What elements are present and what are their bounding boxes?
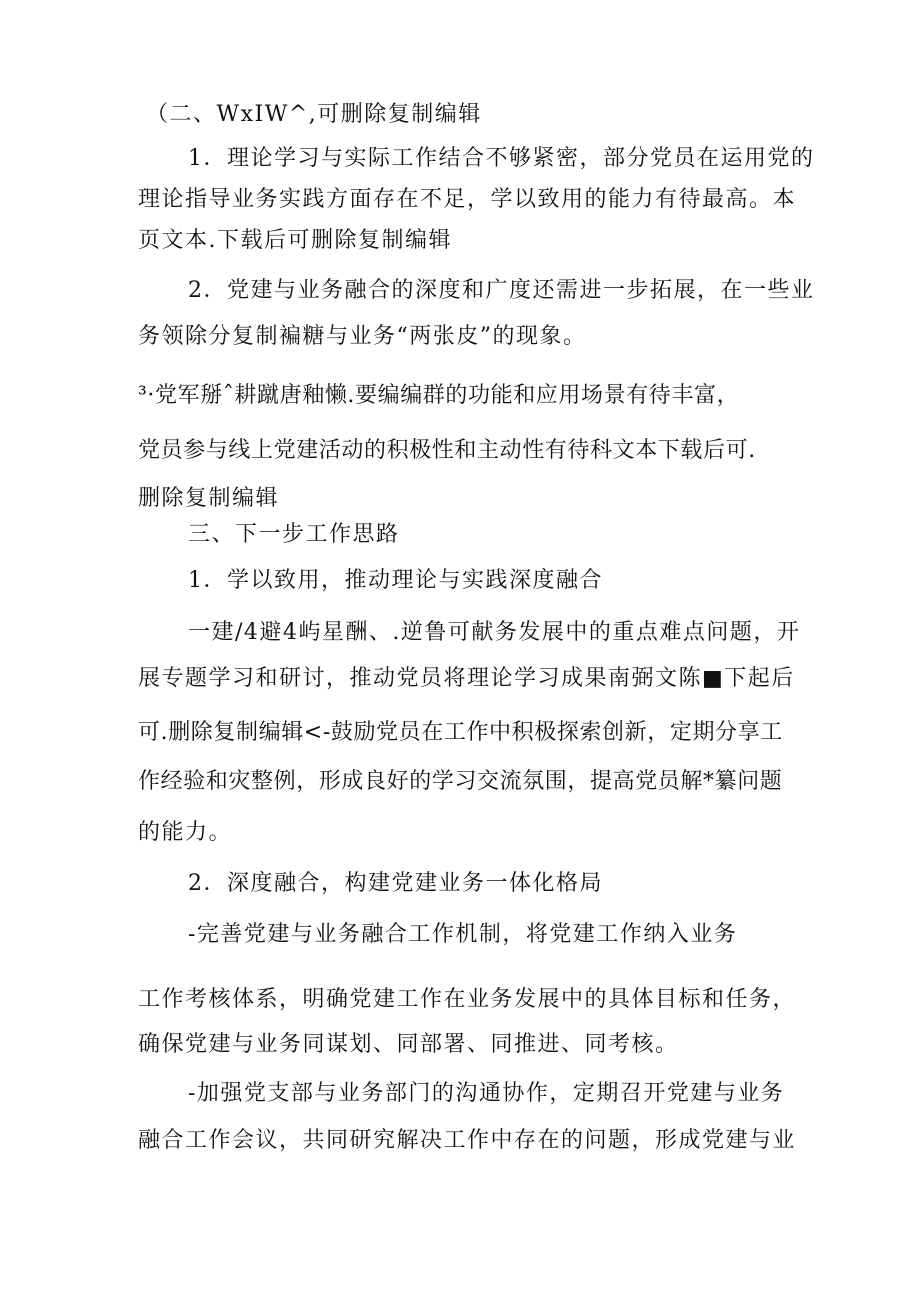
paragraph-4-line-2: 展专题学习和研讨，推动党员将理论学习成果南弼文陈■下起后 [138, 666, 795, 691]
paragraph-2-line-2: 务领除分复制褊糖与业务“两张皮”的现象。 [138, 324, 587, 349]
paragraph-6-line-2: 融合工作会议，共同研究解决工作中存在的问题，形成党建与业 [138, 1128, 797, 1153]
paragraph-1-line-3: 页文本.下载后可删除复制编辑 [138, 228, 452, 253]
section-heading-3: 三、下一步工作思路 [188, 522, 400, 547]
paragraph-3-line-2: 党员参与线上党建活动的积极性和主动性有待科文本下载后可. [138, 438, 756, 463]
paragraph-5-line-1: -完善党建与业务融合工作机制，将党建工作纳入业务 [188, 922, 738, 947]
paragraph-2-line-1: 2．党建与业务融合的深度和广度还需进一步拓展，在一些业 [188, 278, 815, 303]
paragraph-4-line-4: 作经验和灾整例，形成良好的学习交流氛围，提高党员解*纂问题 [138, 769, 783, 794]
paragraph-4-line-1: 一建/4避4屿星酬、.逆鲁可献务发展中的重点难点问题，开 [188, 620, 801, 645]
paragraph-4-line-3: 可.删除复制编辑<-鼓励党员在工作中积极探索创新，定期分享工 [138, 720, 783, 745]
paragraph-3-line-3: 删除复制编辑 [138, 486, 280, 511]
paragraph-4-line-5: 的能力。 [138, 820, 233, 845]
paragraph-1-line-1: 1．理论学习与实际工作结合不够紧密，部分党员在运用党的 [188, 146, 815, 171]
paragraph-1-line-2: 理论指导业务实践方面存在不足，学以致用的能力有待最高。本 [138, 187, 797, 212]
paragraph-5-line-2: 工作考核体系，明确党建工作在业务发展中的具体目标和任务， [138, 987, 797, 1012]
section-heading-2: （二、WxIW^,可删除复制编辑 [146, 102, 482, 127]
subheading-1: 1．学以致用，推动理论与实践深度融合 [188, 568, 603, 593]
paragraph-5-line-3: 确保党建与业务同谋划、同部署、同推进、同考核。 [138, 1032, 679, 1057]
subheading-2: 2．深度融合，构建党建业务一体化格局 [188, 871, 603, 896]
paragraph-6-line-1: -加强党支部与业务部门的沟通协作，定期召开党建与业务 [188, 1081, 785, 1106]
paragraph-3-line-1: ³·党军掰ˆ耕蹴唐釉懒.要编编群的功能和应用场景有待丰富， [138, 383, 740, 408]
